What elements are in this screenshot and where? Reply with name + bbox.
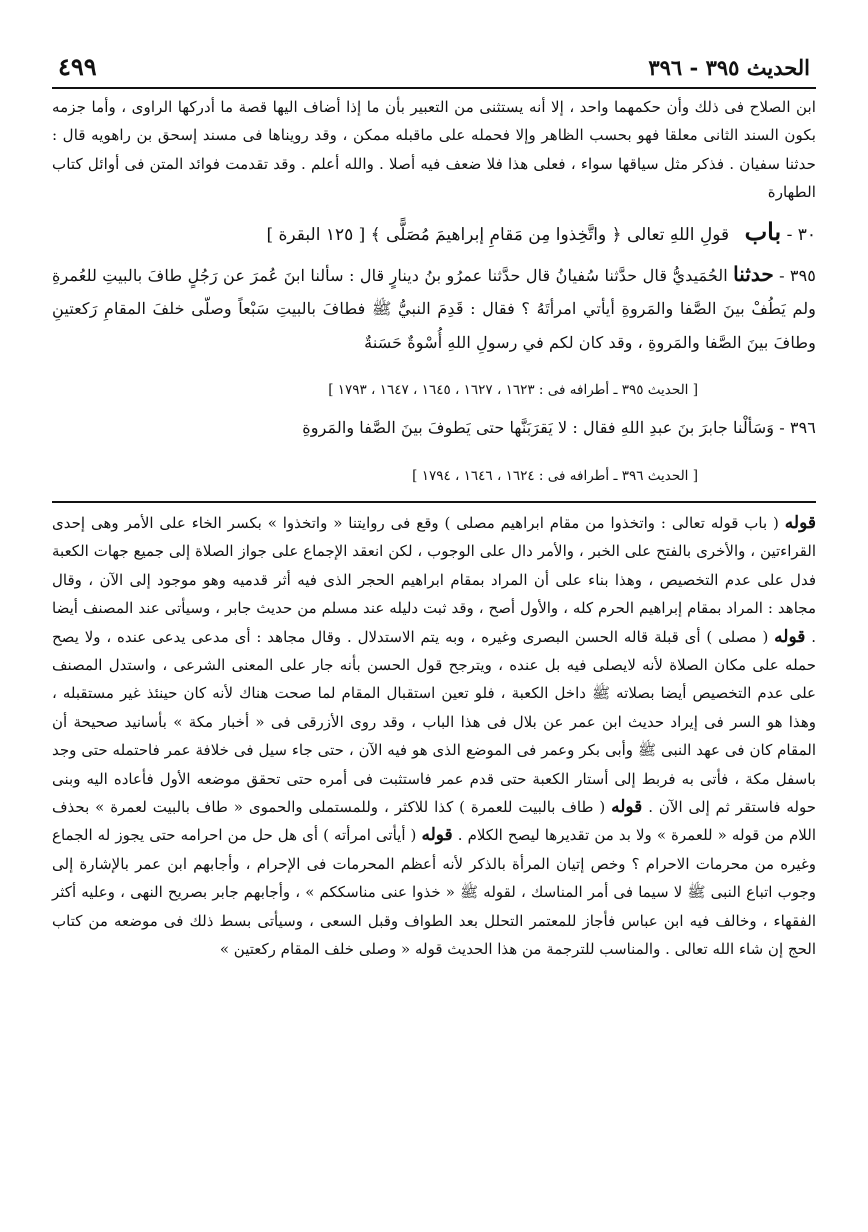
commentary-segment: ( باب قوله تعالى : واتخذوا من مقام ابراهيم مصلى ) وقع فى روايتنا « واتخذوا » بكسر الخاء على الأمر وهى إحدى القراءتين ، والأخرى بالفتح على الخبر ، والأمر دال على الوجوب ، لكن انعقد الإجماع على جواز الصلاة إلى جميع جهات الكعبة فدل على عدم التخصيص ، وهذا بناء على أن المراد بمقام ابراهيم الحجر الذى فيه أثر قدميه وهو موجود إلى الآن ، وقال مجاهد : المراد بمقام إبراهيم الحرم كله ، والأول أصح ، وقد ثبت دليله عند مسلم من حديث جابر ، وسيأتى عند المصنف أيضا . xyxy=(52,514,816,646)
commentary-segment: ( مصلى ) أى قبلة قاله الحسن البصرى وغيره ، وبه يتم الاستدلال . وقال مجاهد : أى مدعى يدعى عنده ، ولا يصح حمله على مكان الصلاة لأنه لايصلى فيه بل عنده ، ويترجح قول الحسن بأنه جار على المعنى الشرعى ، واستدل المصنف على عدم التخصيص أيضا بصلاته ﷺ داخل الكعبة ، فلو تعين استقبال المقام لما صحت هناك لأنه كان حينئذ غير مستقبله ، وهذا هو السر فى إيراد حديث ابن عمر عن بلال فى هذا الباب ، وقد روى الأزرقى فى « أخبار مكة » بأسانيد صحيحة أن المقام كان فى عهد النبى ﷺ وأبى بكر وعمر فى الموضع الذى هو فيه الآن ، حتى جاء سيل فى خلافة عمر فاحتمله حتى وجد باسفل مكة ، فأتى به فربط إلى أستار الكعبة حتى قدم عمر فاستثبت فى أمره حتى تحقق موضعه الأول فأعاده اليه وبنى حوله فاستقر ثم إلى الآن . xyxy=(52,627,816,817)
intro-paragraph: ابن الصلاح فى ذلك وأن حكمهما واحد ، إلا أنه يستثنى من التعبير بأن ما إذا أضاف اليها قصة ما أدركها الراوى ، وأما جزمه بكون السند الثانى معلقا فهو بحسب الظاهر وإلا فحمله على ماقبله ممكن ، وقد رويناها فى مسند إسحق بن راهويه قال : حدثنا سفيان . فذكر مثل سياقها سواء ، فعلى هذا فلا ضعف فيه أصلا . والله أعلم . وقد تقدمت فوائد المتن فى أوائل كتاب الطهارة xyxy=(52,98,816,202)
hadith-396 xyxy=(52,411,816,445)
hadith-395-text: الحُمَيديُّ قال حدَّثنا سُفيانُ قال حدَّثنا عمرُو بنُ دينارٍ قال : سألنا ابنَ عُمرَ عن رَجُلٍ طافَ بالبيتِ للعُمرةِ ولم يَطُفْ بينَ الصَّفا والمَروةِ أيأتي امرأتَهُ ؟ فقال : قَدِمَ النبيُّ ﷺ فطافَ بالبيتِ سَبْعاً وصلّى خلفَ المقامِ رَكعتينِ وطافَ بينَ الصَّفا والمَروةِ ، وقد كان لكم في رسولِ اللهِ أُسْوةٌ حَسَنةٌ xyxy=(52,265,816,352)
section-divider xyxy=(52,501,816,503)
qawluh-marker: قوله xyxy=(611,797,643,818)
hadith-range-heading: الحديث ٣٩٥ - ٣٩٦ xyxy=(648,55,810,80)
commentary-segment: ( أيأتى امرأته ) أى هل حل من احرامه حتى يجوز له الجماع وغيره من محرمات الاحرام ؟ وخص إتيان المرأة بالذكر لأنه أعظم المحرمات فى الإحرام ، وأجابهم ابن عمر بالإشارة إلى وجوب اتباع النبى ﷺ لا سيما فى أمر المناسك ، لقوله ﷺ « خذوا عنى مناسككم » ، وأجابهم جابر بصريح النهى ، وعليه أكثر الفقهاء ، وخالف فيه ابن عباس فأجاز للمعتمر التحلل بعد الطواف وقبل السعى ، وسيأتى بسط ذلك فى موضعه من كتاب الحج إن شاء الله تعالى . والمناسب للترجمة من هذا الحديث قوله « وصلى خلف المقام ركعتين » xyxy=(52,826,816,959)
hadith-395-reference: [ الحديث ٣٩٥ ـ أطرافه فى : ١٦٢٣ ، ١٦٢٧ ، ١٦٤٥ ، ١٦٤٧ ، ١٧٩٣ ] xyxy=(328,382,698,399)
page-number: ٤٩٩ xyxy=(58,52,97,81)
chapter-heading xyxy=(52,215,816,252)
chapter-label: باب xyxy=(744,216,782,246)
page-header xyxy=(52,52,816,89)
chapter-number: ٣٠ - xyxy=(786,224,816,245)
haddathana-word: حدثنا xyxy=(733,261,774,286)
qawluh-marker: قوله xyxy=(784,513,816,533)
qawluh-marker: قوله xyxy=(774,626,806,647)
hadith-396-number: ٣٩٦ - xyxy=(779,418,816,438)
commentary-segment: ( طاف بالبيت للعمرة ) كذا للاكثر ، وللمستملى والحموى « طاف بالبيت لعمرة » بحذف اللام من قوله « للعمرة » ولا بد من تقديرها ليصح الكلام . xyxy=(52,798,816,845)
hadith-395-number: ٣٩٥ - xyxy=(779,265,816,285)
hadith-396-text: وَسَألْنا جابرَ بنَ عبدِ اللهِ فقال : لا يَقرَبَنَّها حتى يَطوفَ بينَ الصَّفا والمَروةِ xyxy=(302,418,775,438)
qawluh-marker: قوله xyxy=(421,825,453,846)
commentary-text xyxy=(52,509,816,964)
hadith-395 xyxy=(52,258,816,360)
hadith-396-reference: [ الحديث ٣٩٦ ـ أطرافه فى : ١٦٢٤ ، ١٦٤٦ ، ١٧٩٤ ] xyxy=(412,468,698,484)
chapter-title: قولِ اللهِ تعالى ﴿ واتَّخِذوا مِن مَقامِ إبراهيمَ مُصَلًّى ﴾ [ ١٢٥ البقرة ] xyxy=(266,224,730,245)
